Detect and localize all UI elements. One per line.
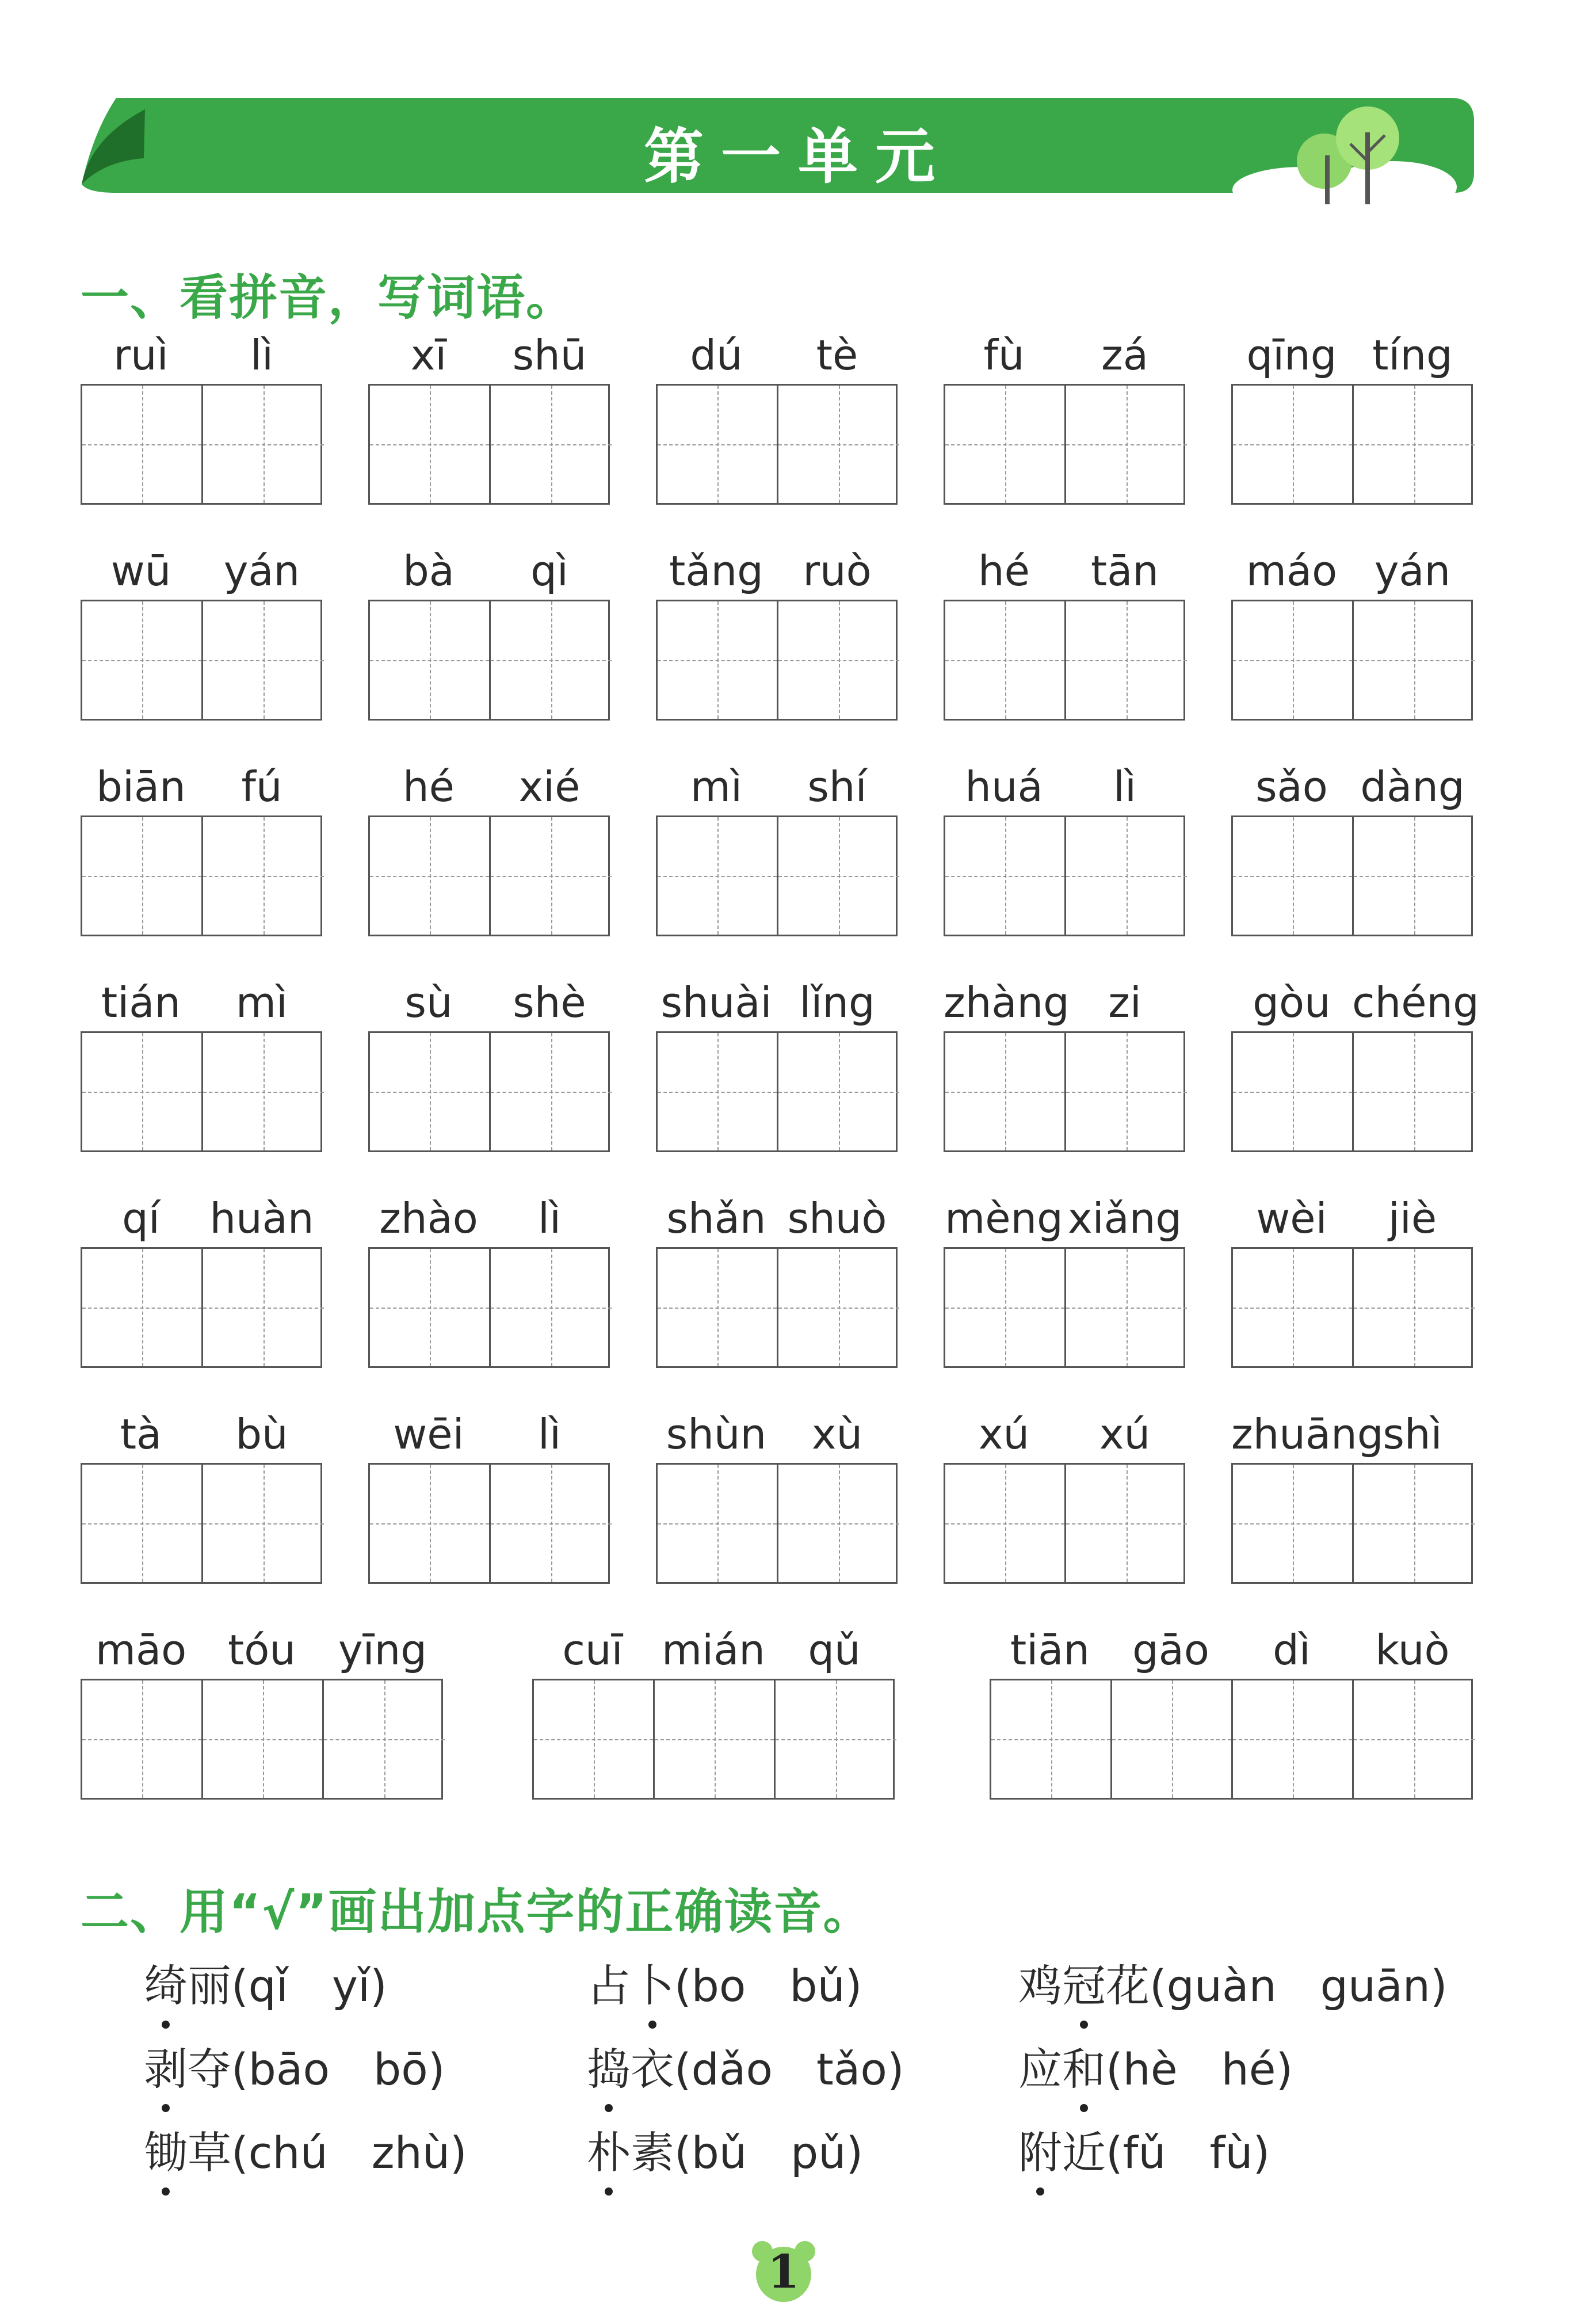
pinyin-label: zhào bbox=[379, 1194, 478, 1243]
pinyin-label: wèi bbox=[1256, 1194, 1327, 1243]
tian-zi-cell[interactable] bbox=[1066, 601, 1187, 719]
tian-zi-cell[interactable] bbox=[324, 1680, 445, 1798]
writing-box[interactable] bbox=[656, 1247, 898, 1368]
writing-box[interactable] bbox=[368, 1247, 610, 1368]
pronunciation-options[interactable]: (fǔ fù) bbox=[1106, 2127, 1270, 2178]
dotted-char: 捣 bbox=[587, 2034, 631, 2097]
dotted-char: 卜 bbox=[631, 1951, 674, 2014]
pinyin-label: ruì bbox=[113, 331, 169, 379]
tian-zi-cell[interactable] bbox=[1066, 1249, 1187, 1366]
pinyin-label: tà bbox=[120, 1410, 162, 1458]
tian-zi-cell[interactable] bbox=[658, 817, 778, 935]
tian-zi-cell[interactable] bbox=[1233, 601, 1354, 719]
pinyin-label: dì bbox=[1273, 1626, 1311, 1674]
pinyin-label: lǐng bbox=[799, 978, 875, 1027]
writing-box[interactable] bbox=[1231, 815, 1473, 936]
writing-box[interactable] bbox=[532, 1679, 895, 1800]
tian-zi-cell[interactable] bbox=[945, 1033, 1066, 1150]
dotted-char: 锄 bbox=[144, 2118, 188, 2181]
pinyin-label: gòu bbox=[1253, 978, 1331, 1027]
pinyin-label: lì bbox=[537, 1194, 561, 1243]
tian-zi-cell[interactable] bbox=[945, 817, 1066, 935]
pronunciation-options[interactable]: (bo bǔ) bbox=[674, 1960, 862, 2011]
pinyin-label: dú bbox=[690, 331, 743, 379]
reading-item[interactable] bbox=[587, 2034, 904, 2097]
dotted-char: 绮 bbox=[144, 1951, 188, 2014]
tian-zi-cell[interactable] bbox=[203, 1680, 324, 1798]
tian-zi-cell[interactable] bbox=[370, 386, 491, 503]
pinyin-label: tóu bbox=[228, 1626, 296, 1674]
pinyin-label: shè bbox=[513, 978, 586, 1027]
writing-box[interactable] bbox=[656, 1031, 898, 1152]
pinyin-label: xī bbox=[410, 331, 447, 379]
tian-zi-cell[interactable] bbox=[945, 1465, 1066, 1582]
word-char: 近 bbox=[1062, 2127, 1106, 2178]
tian-zi-cell[interactable] bbox=[370, 601, 491, 719]
pinyin-label: jiè bbox=[1388, 1194, 1437, 1243]
reading-item[interactable] bbox=[144, 1951, 387, 2014]
tian-zi-cell[interactable] bbox=[82, 1465, 203, 1582]
pinyin-label: fù bbox=[983, 331, 1025, 379]
pinyin-label: zhàng bbox=[944, 978, 1070, 1027]
writing-box[interactable] bbox=[944, 1247, 1185, 1368]
dotted-char: 附 bbox=[1018, 2118, 1062, 2181]
pinyin-label: shùn bbox=[666, 1410, 767, 1458]
dotted-char: 和 bbox=[1062, 2034, 1106, 2097]
tian-zi-cell[interactable] bbox=[82, 817, 203, 935]
pronunciation-options[interactable]: (bǔ pǔ) bbox=[674, 2127, 864, 2178]
tian-zi-cell[interactable] bbox=[778, 1033, 899, 1150]
section-1-title: 一、看拼音，写词语。 bbox=[81, 269, 576, 326]
pinyin-label: mì bbox=[690, 763, 743, 811]
reading-item[interactable] bbox=[144, 2034, 445, 2097]
tian-zi-cell[interactable] bbox=[491, 1249, 612, 1366]
pronunciation-options[interactable]: (guàn guān) bbox=[1150, 1960, 1448, 2011]
writing-box[interactable] bbox=[1231, 384, 1473, 505]
pinyin-label: ruò bbox=[803, 547, 872, 595]
pinyin-label: shū bbox=[512, 331, 587, 379]
tian-zi-cell[interactable] bbox=[370, 817, 491, 935]
pinyin-label: tiān bbox=[1010, 1626, 1090, 1674]
pinyin-label: māo bbox=[95, 1626, 187, 1674]
tian-zi-cell[interactable] bbox=[203, 1465, 324, 1582]
pinyin-label: xú bbox=[1099, 1410, 1151, 1458]
tian-zi-cell[interactable] bbox=[1066, 1033, 1187, 1150]
tian-zi-cell[interactable] bbox=[1066, 386, 1187, 503]
pinyin-label: yīng bbox=[338, 1626, 427, 1674]
pinyin-label: máo bbox=[1246, 547, 1338, 595]
pinyin-label: shì bbox=[1383, 1410, 1442, 1458]
dotted-char: 朴 bbox=[587, 2118, 631, 2181]
dotted-char: 剥 bbox=[144, 2034, 188, 2097]
pronunciation-options[interactable]: (qǐ yǐ) bbox=[231, 1960, 387, 2011]
writing-box[interactable] bbox=[656, 815, 898, 936]
pinyin-label: kuò bbox=[1375, 1626, 1450, 1674]
pinyin-label: zi bbox=[1108, 978, 1141, 1027]
writing-box[interactable] bbox=[1231, 1247, 1473, 1368]
pinyin-label: mián bbox=[662, 1626, 765, 1674]
writing-box[interactable] bbox=[944, 600, 1185, 721]
pinyin-label: hé bbox=[978, 547, 1030, 595]
pinyin-label: wū bbox=[110, 547, 171, 595]
tian-zi-cell[interactable] bbox=[203, 817, 324, 935]
writing-box[interactable] bbox=[1231, 1463, 1473, 1584]
tian-zi-cell[interactable] bbox=[945, 386, 1066, 503]
pinyin-label: shuò bbox=[787, 1194, 887, 1243]
writing-box[interactable] bbox=[81, 1679, 443, 1800]
tian-zi-cell[interactable] bbox=[370, 1465, 491, 1582]
tian-zi-cell[interactable] bbox=[491, 817, 612, 935]
word-char: 占 bbox=[587, 1960, 631, 2011]
tian-zi-cell[interactable] bbox=[658, 1033, 778, 1150]
tian-zi-cell[interactable] bbox=[1354, 1033, 1475, 1150]
tian-zi-cell[interactable] bbox=[991, 1680, 1112, 1798]
tian-zi-cell[interactable] bbox=[1354, 601, 1475, 719]
tian-zi-cell[interactable] bbox=[203, 1033, 324, 1150]
page-number: 1 bbox=[768, 2244, 800, 2299]
pinyin-label: cuī bbox=[562, 1626, 623, 1674]
writing-box[interactable] bbox=[368, 1463, 610, 1584]
tian-zi-cell[interactable] bbox=[203, 386, 324, 503]
writing-box[interactable] bbox=[368, 600, 610, 721]
pronunciation-options[interactable]: (bāo bō) bbox=[231, 2044, 445, 2095]
tian-zi-cell[interactable] bbox=[655, 1680, 776, 1798]
writing-box[interactable] bbox=[81, 1031, 322, 1152]
tian-zi-cell[interactable] bbox=[1354, 817, 1475, 935]
writing-box[interactable] bbox=[656, 1463, 898, 1584]
tian-zi-cell[interactable] bbox=[658, 601, 778, 719]
tian-zi-cell[interactable] bbox=[491, 386, 612, 503]
writing-box[interactable] bbox=[990, 1679, 1473, 1800]
word-char: 衣 bbox=[631, 2044, 674, 2095]
tian-zi-cell[interactable] bbox=[1233, 1465, 1354, 1582]
writing-box[interactable] bbox=[944, 1463, 1185, 1584]
pinyin-label: tíng bbox=[1372, 331, 1453, 379]
pinyin-label: qǔ bbox=[808, 1626, 861, 1674]
pinyin-label: mèng bbox=[945, 1194, 1063, 1243]
reading-item[interactable] bbox=[144, 2118, 467, 2181]
writing-box[interactable] bbox=[944, 384, 1185, 505]
tian-zi-cell[interactable] bbox=[778, 1465, 899, 1582]
pinyin-label: tè bbox=[816, 331, 858, 379]
reading-item[interactable] bbox=[1018, 1951, 1448, 2014]
pinyin-label: bù bbox=[235, 1410, 288, 1458]
pinyin-label: mì bbox=[235, 978, 288, 1027]
writing-box[interactable] bbox=[368, 384, 610, 505]
tian-zi-cell[interactable] bbox=[778, 386, 899, 503]
tian-zi-cell[interactable] bbox=[1233, 817, 1354, 935]
pronunciation-options[interactable]: (dǎo tǎo) bbox=[674, 2044, 904, 2095]
tian-zi-cell[interactable] bbox=[658, 1249, 778, 1366]
pronunciation-options[interactable]: (chú zhù) bbox=[231, 2127, 467, 2178]
tian-zi-cell[interactable] bbox=[1233, 1249, 1354, 1366]
tian-zi-cell[interactable] bbox=[491, 1465, 612, 1582]
writing-box[interactable] bbox=[656, 384, 898, 505]
tian-zi-cell[interactable] bbox=[1066, 1465, 1187, 1582]
pinyin-label: lì bbox=[250, 331, 273, 379]
writing-box[interactable] bbox=[368, 1031, 610, 1152]
tian-zi-cell[interactable] bbox=[1354, 1680, 1475, 1798]
reading-item[interactable] bbox=[587, 1951, 862, 2014]
pinyin-label: chéng bbox=[1352, 978, 1479, 1027]
writing-box[interactable] bbox=[944, 1031, 1185, 1152]
tian-zi-cell[interactable] bbox=[491, 601, 612, 719]
writing-box[interactable] bbox=[81, 600, 322, 721]
tian-zi-cell[interactable] bbox=[203, 1249, 324, 1366]
tian-zi-cell[interactable] bbox=[1066, 817, 1187, 935]
pinyin-label: yán bbox=[223, 547, 300, 595]
pinyin-label: xié bbox=[518, 763, 581, 811]
reading-item[interactable] bbox=[1018, 2118, 1270, 2181]
pinyin-label: huàn bbox=[209, 1194, 314, 1243]
reading-item[interactable] bbox=[587, 2118, 863, 2181]
tian-zi-cell[interactable] bbox=[1354, 386, 1475, 503]
pinyin-label: tǎng bbox=[669, 547, 763, 595]
tian-zi-cell[interactable] bbox=[778, 817, 899, 935]
tian-zi-cell[interactable] bbox=[82, 1249, 203, 1366]
pinyin-label: shuài bbox=[660, 978, 772, 1027]
writing-box[interactable] bbox=[368, 815, 610, 936]
tian-zi-cell[interactable] bbox=[82, 601, 203, 719]
writing-box[interactable] bbox=[81, 1463, 322, 1584]
reading-item[interactable] bbox=[1018, 2034, 1293, 2097]
word-char: 素 bbox=[631, 2127, 674, 2178]
unit-title: 第一单元 bbox=[643, 121, 952, 192]
pinyin-label: shǎn bbox=[666, 1194, 766, 1243]
word-char: 应 bbox=[1018, 2044, 1062, 2095]
pinyin-label: xù bbox=[811, 1410, 863, 1458]
tian-zi-cell[interactable] bbox=[945, 1249, 1066, 1366]
tian-zi-cell[interactable] bbox=[370, 1249, 491, 1366]
tian-zi-cell[interactable] bbox=[534, 1680, 655, 1798]
pinyin-label: zhuāng bbox=[1231, 1410, 1384, 1458]
tian-zi-cell[interactable] bbox=[1233, 1680, 1354, 1798]
tian-zi-cell[interactable] bbox=[778, 601, 899, 719]
tian-zi-cell[interactable] bbox=[778, 1249, 899, 1366]
writing-box[interactable] bbox=[1231, 600, 1473, 721]
pinyin-label: qì bbox=[530, 547, 568, 595]
tian-zi-cell[interactable] bbox=[82, 1033, 203, 1150]
writing-box[interactable] bbox=[81, 815, 322, 936]
section-2-title: 二、用“√”画出加点字的正确读音。 bbox=[81, 1884, 873, 1940]
pinyin-label: xú bbox=[978, 1410, 1030, 1458]
writing-box[interactable] bbox=[81, 1247, 322, 1368]
pinyin-label: gāo bbox=[1132, 1626, 1209, 1674]
pinyin-label: sǎo bbox=[1255, 763, 1328, 811]
pinyin-label: lì bbox=[537, 1410, 561, 1458]
writing-box[interactable] bbox=[81, 384, 322, 505]
word-char: 夺 bbox=[188, 2044, 231, 2095]
word-char: 花 bbox=[1106, 1960, 1150, 2011]
writing-box[interactable] bbox=[944, 815, 1185, 936]
pinyin-label: xiǎng bbox=[1067, 1194, 1182, 1243]
tian-zi-cell[interactable] bbox=[203, 601, 324, 719]
tian-zi-cell[interactable] bbox=[82, 386, 203, 503]
pinyin-label: tān bbox=[1091, 547, 1159, 595]
pinyin-label: shí bbox=[807, 763, 867, 811]
pinyin-label: hé bbox=[403, 763, 455, 811]
word-char: 草 bbox=[188, 2127, 231, 2178]
pinyin-label: zá bbox=[1101, 331, 1148, 379]
tian-zi-cell[interactable] bbox=[491, 1033, 612, 1150]
tian-zi-cell[interactable] bbox=[82, 1680, 203, 1798]
tian-zi-cell[interactable] bbox=[1233, 1033, 1354, 1150]
tian-zi-cell[interactable] bbox=[658, 1465, 778, 1582]
pinyin-label: fú bbox=[241, 763, 282, 811]
tian-zi-cell[interactable] bbox=[370, 1033, 491, 1150]
pinyin-label: qí bbox=[122, 1194, 160, 1243]
pinyin-label: huá bbox=[965, 763, 1043, 811]
tian-zi-cell[interactable] bbox=[1112, 1680, 1233, 1798]
tian-zi-cell[interactable] bbox=[945, 601, 1066, 719]
tian-zi-cell[interactable] bbox=[1354, 1465, 1475, 1582]
pinyin-label: dàng bbox=[1360, 763, 1465, 811]
pinyin-label: sù bbox=[404, 978, 453, 1027]
pinyin-label: biān bbox=[96, 763, 186, 811]
tian-zi-cell[interactable] bbox=[776, 1680, 896, 1798]
pinyin-label: lì bbox=[1113, 763, 1136, 811]
pinyin-label: bà bbox=[403, 547, 455, 595]
writing-box[interactable] bbox=[656, 600, 898, 721]
tian-zi-cell[interactable] bbox=[1233, 386, 1354, 503]
word-char: 鸡 bbox=[1018, 1960, 1062, 2011]
pinyin-label: tián bbox=[101, 978, 181, 1027]
word-char: 丽 bbox=[188, 1960, 231, 2011]
writing-box[interactable] bbox=[1231, 1031, 1473, 1152]
pinyin-label: yán bbox=[1374, 547, 1451, 595]
pronunciation-options[interactable]: (hè hé) bbox=[1106, 2044, 1293, 2095]
dotted-char: 冠 bbox=[1062, 1951, 1106, 2014]
tian-zi-cell[interactable] bbox=[658, 386, 778, 503]
pinyin-label: qīng bbox=[1246, 331, 1337, 379]
pinyin-label: wēi bbox=[393, 1410, 464, 1458]
tian-zi-cell[interactable] bbox=[1354, 1249, 1475, 1366]
